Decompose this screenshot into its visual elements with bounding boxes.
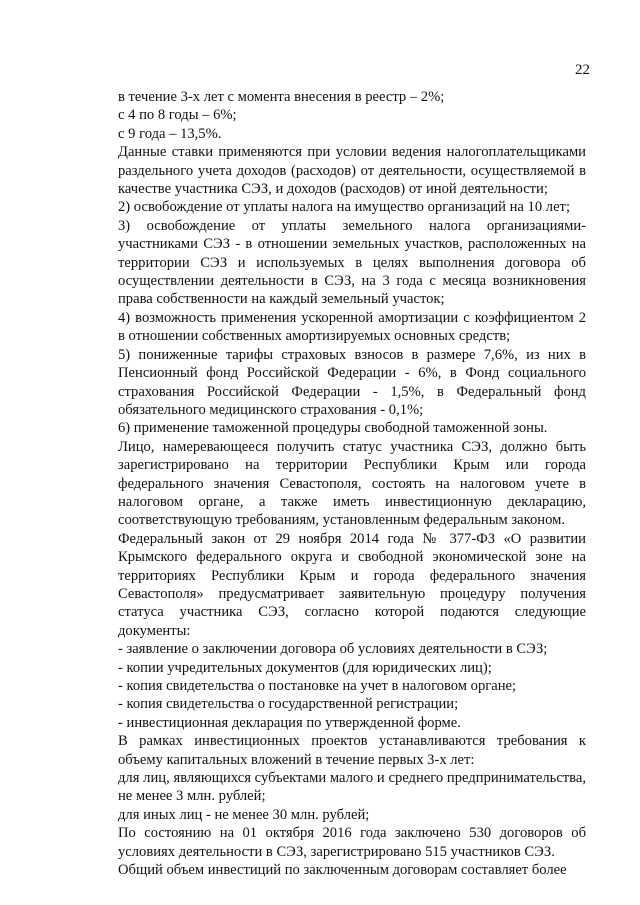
paragraph: По состоянию на 01 октября 2016 года заключено 530 договоров об условиях деятельности в СЭЗ, зарегистрировано 515 участников СЭЗ.: [118, 825, 586, 860]
list-item: - заявление о заключении договора об условиях деятельности в СЭЗ;: [118, 641, 548, 658]
page-number: 22: [575, 62, 590, 78]
paragraph: с 4 по 8 годы – 6%;: [118, 107, 237, 124]
paragraph: В рамках инвестиционных проектов устанавливаются требования к объему капитальных вложений в течение первых 3-х лет:: [118, 733, 586, 768]
document-body: [118, 88, 586, 879]
paragraph: 4) возможность применения ускоренной амортизации с коэффициентом 2 в отношении собственных амортизируемых основных средств;: [118, 309, 586, 345]
paragraph: Федеральный закон от 29 ноября 2014 года № 377-ФЗ «О развитии Крымского федерального округа и свободной экономической зоне на территориях Республики Крым и города федерального значения Севастополя» предусматривает заявительную процедуру получения статуса участника СЭЗ, согласно которой подаются следующие документы:: [118, 530, 586, 639]
paragraph: 3) освобождение от уплаты земельного налога организациями-участниками СЭЗ - в отношении земельных участков, расположенных на территории СЭЗ и используемых в целях выполнения договора об осуществлении деятельности в СЭЗ, на 3 года с месяца возникновения права собственности на каждый земельный участок;: [118, 217, 586, 308]
paragraph: с 9 года – 13,5%.: [118, 125, 222, 142]
paragraph: 2) освобождение от уплаты налога на имущество организаций на 10 лет;: [118, 199, 570, 216]
paragraph: 6) применение таможенной процедуры свободной таможенной зоны.: [118, 420, 548, 437]
paragraph: для иных лиц - не менее 30 млн. рублей;: [118, 806, 370, 823]
paragraph: 5) пониженные тарифы страховых взносов в размере 7,6%, из них в Пенсионный фонд Российской Федерации - 6%, в Фонд социального страхования Российской Федерации - 1,5%, в Федеральный фонд обязательного медицинского страхования - 0,1%;: [118, 346, 586, 418]
list-item: - копия свидетельства о государственной регистрации;: [118, 696, 459, 713]
paragraph: Данные ставки применяются при условии ведения налогоплательщиками раздельного учета доходов (расходов) от деятельности, осуществляемой в качестве участника СЭЗ, и доходов (расходов) от иной деятельности;: [118, 144, 586, 198]
list-item: - копии учредительных документов (для юридических лиц);: [118, 659, 492, 676]
paragraph: в течение 3-х лет с момента внесения в реестр – 2%;: [118, 89, 445, 105]
list-item: - копия свидетельства о постановке на учет в налоговом органе;: [118, 678, 517, 694]
list-item: - инвестиционная декларация по утвержденной форме.: [118, 714, 461, 731]
paragraph: Общий объем инвестиций по заключенным договорам составляет более: [118, 862, 567, 879]
paragraph: для лиц, являющихся субъектами малого и среднего предпринимательства, не менее 3 млн. рублей;: [118, 770, 586, 805]
paragraph: Лицо, намеревающееся получить статус участника СЭЗ, должно быть зарегистрировано на территории Республики Крым или города федерального значения Севастополя, состоять на налоговом учете в налоговом органе, а также иметь инвестиционную декларацию, соответствующую требованиям, установленным федеральным законом.: [118, 438, 586, 529]
